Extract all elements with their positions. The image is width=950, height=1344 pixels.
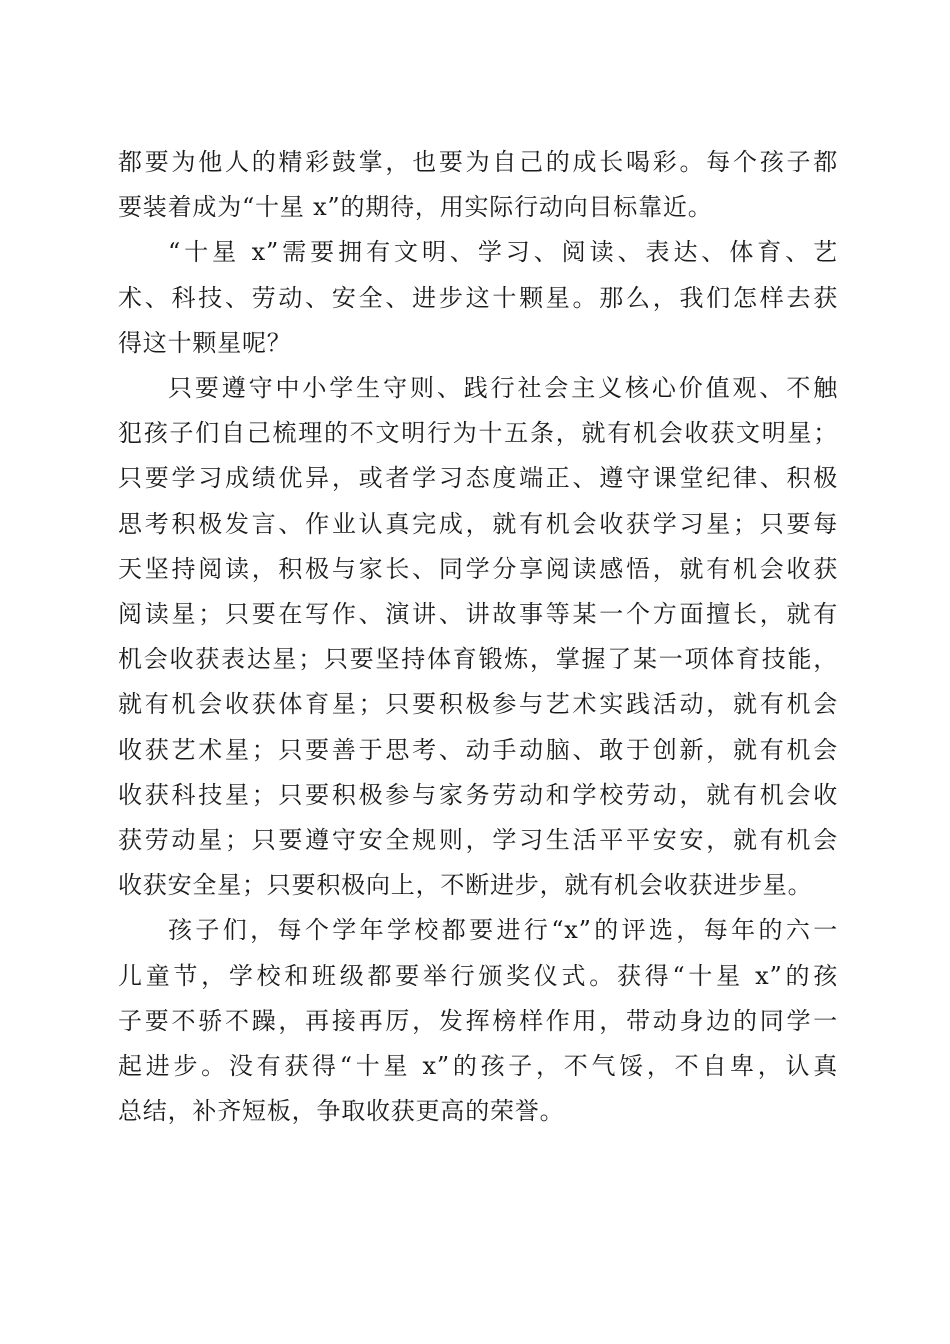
paragraph-line: 子要不骄不躁，再接再厉，发挥榜样作用，带动身边的同学一: [118, 1006, 838, 1035]
paragraph-1: [118, 140, 838, 230]
paragraph-line: 收获安全星；只要积极向上，不断进步，就有机会收获进步星。: [118, 871, 813, 900]
paragraph-line: 术、科技、劳动、安全、进步这十颗星。那么，我们怎样去获: [118, 283, 838, 312]
paragraph-line: 就有机会收获体育星；只要积极参与艺术实践活动，就有机会: [118, 690, 838, 719]
paragraph-line: 只要遵守中小学生守则、践行社会主义核心价值观、不触: [168, 374, 838, 403]
paragraph-line: 天坚持阅读，积极与家长、同学分享阅读感悟，就有机会收获: [118, 554, 838, 583]
paragraph-line: 要装着成为“十星 x”的期待，用实际行动向目标靠近。: [118, 193, 713, 222]
paragraph-line: 获劳动星；只要遵守安全规则，学习生活平平安安，就有机会: [118, 826, 838, 855]
paragraph-line: 得这十颗星呢？: [118, 328, 292, 357]
paragraph-line: “十星 x”需要拥有文明、学习、阅读、表达、体育、艺: [168, 238, 838, 267]
paragraph-line: 犯孩子们自己梳理的不文明行为十五条，就有机会收获文明星；: [118, 419, 838, 448]
paragraph-line: 收获艺术星；只要善于思考、动手动脑、敢于创新，就有机会: [118, 735, 838, 764]
paragraph-line: 阅读星；只要在写作、演讲、讲故事等某一个方面擅长，就有: [118, 600, 838, 629]
paragraph-line: 机会收获表达星；只要坚持体育锻炼，掌握了某一项体育技能，: [118, 645, 838, 674]
paragraph-line: 思考积极发言、作业认真完成，就有机会收获学习星；只要每: [118, 509, 838, 538]
body-text: [118, 140, 838, 1134]
paragraph-line: 总结，补齐短板，争取收获更高的荣誉。: [118, 1097, 565, 1126]
paragraph-line: 只要学习成绩优异，或者学习态度端正、遵守课堂纪律、积极: [118, 464, 838, 493]
paragraph-line: 都要为他人的精彩鼓掌，也要为自己的成长喝彩。每个孩子都: [118, 148, 838, 176]
paragraph-line: 起进步。没有获得“十星 x”的孩子，不气馁，不自卑，认真: [118, 1052, 838, 1081]
paragraph-line: 孩子们，每个学年学校都要进行“x”的评选，每年的六一: [168, 916, 838, 945]
paragraph-3: [118, 366, 838, 908]
paragraph-line: 儿童节，学校和班级都要举行颁奖仪式。获得“十星 x”的孩: [118, 961, 838, 990]
paragraph-line: 收获科技星；只要积极参与家务劳动和学校劳动，就有机会收: [118, 780, 838, 809]
paragraph-4: [118, 908, 838, 1134]
paragraph-2: [118, 230, 838, 366]
